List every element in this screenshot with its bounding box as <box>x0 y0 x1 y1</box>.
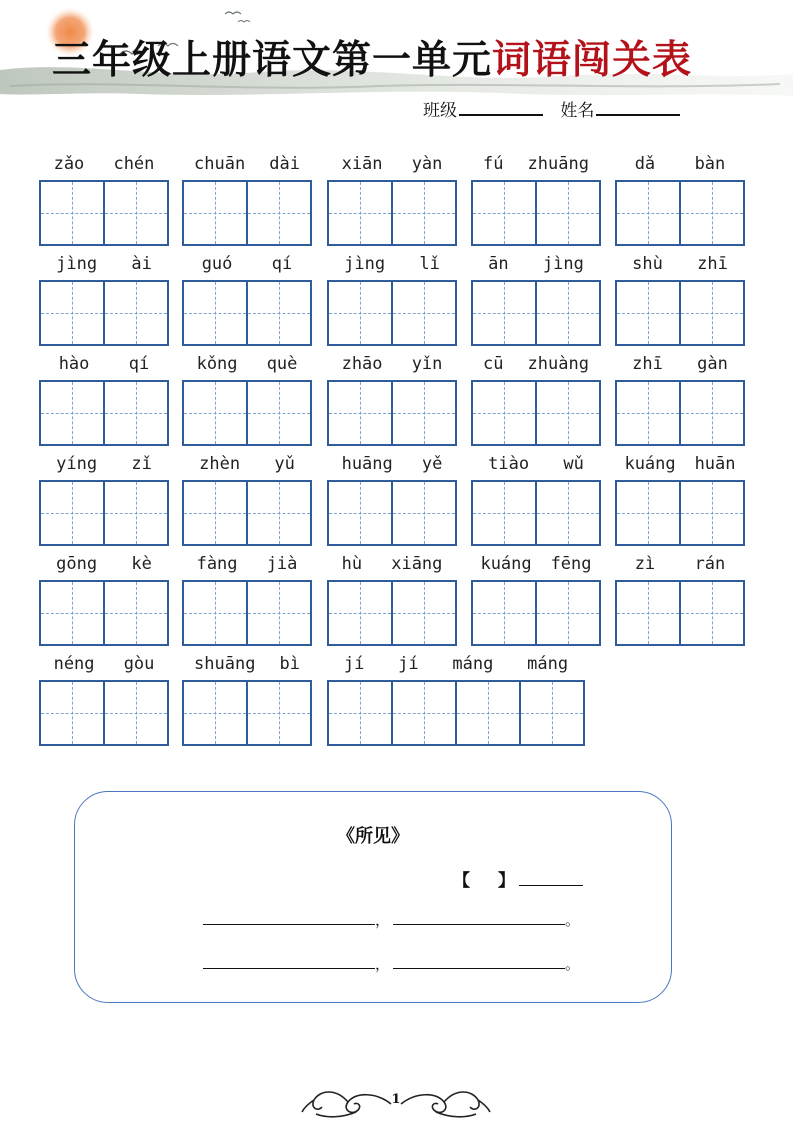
tianzige-boxes <box>615 280 745 346</box>
title-main: 三年级上册语文第一单元 <box>52 38 493 83</box>
writing-cell[interactable] <box>393 580 457 646</box>
pinyin-label <box>182 354 312 376</box>
poem-line-2 <box>203 952 580 974</box>
pinyin-label <box>39 654 169 676</box>
pinyin-syllable: fú <box>483 154 504 174</box>
writing-cell[interactable] <box>248 580 312 646</box>
tianzige-boxes <box>327 480 457 546</box>
tianzige-boxes <box>39 280 169 346</box>
writing-cell[interactable] <box>681 480 745 546</box>
word-entry <box>182 254 312 346</box>
writing-cell[interactable] <box>393 280 457 346</box>
bracket-close: 】 <box>498 871 515 891</box>
pinyin-syllable: shuāng <box>194 654 256 674</box>
tianzige-boxes <box>39 480 169 546</box>
writing-cell[interactable] <box>105 480 169 546</box>
tianzige-boxes <box>327 380 457 446</box>
pinyin-syllable: gàn <box>697 354 728 374</box>
pinyin-label <box>327 254 457 276</box>
pinyin-syllable: gōng <box>56 554 98 574</box>
tianzige-boxes <box>471 480 601 546</box>
tianzige-boxes <box>182 480 312 546</box>
poem-blank[interactable] <box>393 952 565 969</box>
tianzige-boxes <box>39 380 169 446</box>
pinyin-syllable: bì <box>279 654 300 674</box>
pinyin-label <box>182 254 312 276</box>
poem-line-1 <box>203 908 580 930</box>
writing-cell[interactable] <box>248 180 312 246</box>
pinyin-label <box>39 354 169 376</box>
pinyin-syllable: máng <box>452 654 494 674</box>
pinyin-syllable: zǎo <box>53 154 85 174</box>
pinyin-syllable: shù <box>632 254 663 274</box>
pinyin-syllable: zhāo <box>341 354 383 374</box>
writing-cell[interactable] <box>681 180 745 246</box>
pinyin-syllable: jià <box>266 554 298 574</box>
pinyin-label <box>471 354 601 376</box>
pinyin-label <box>39 554 169 576</box>
writing-cell[interactable] <box>39 280 105 346</box>
tianzige-boxes <box>327 580 457 646</box>
pinyin-syllable: ān <box>488 254 509 274</box>
pinyin-label <box>615 154 745 176</box>
pinyin-syllable: wǔ <box>563 454 584 474</box>
tianzige-boxes <box>182 380 312 446</box>
tianzige-boxes <box>39 180 169 246</box>
writing-cell[interactable] <box>39 180 105 246</box>
word-entry <box>471 354 601 446</box>
word-entry <box>39 554 169 646</box>
poem-blank[interactable] <box>203 908 375 925</box>
pinyin-syllable: zhuāng <box>527 154 589 174</box>
word-entry <box>471 154 601 246</box>
pinyin-syllable: chuān <box>194 154 246 174</box>
tianzige-boxes <box>182 680 312 746</box>
word-entry <box>39 454 169 546</box>
pinyin-label <box>182 454 312 476</box>
writing-cell[interactable] <box>105 380 169 446</box>
writing-cell[interactable] <box>105 580 169 646</box>
pinyin-syllable: hù <box>341 554 363 574</box>
pinyin-label <box>327 654 585 676</box>
word-entry <box>39 254 169 346</box>
writing-cell[interactable] <box>471 580 537 646</box>
writing-cell[interactable] <box>471 380 537 446</box>
writing-cell[interactable] <box>471 280 537 346</box>
pinyin-syllable: zhèn <box>199 454 241 474</box>
tianzige-boxes <box>471 580 601 646</box>
writing-cell[interactable] <box>39 680 105 746</box>
writing-cell[interactable] <box>105 180 169 246</box>
pinyin-syllable: yǐn <box>411 354 443 374</box>
pinyin-syllable: zhuàng <box>527 354 589 374</box>
pinyin-syllable: jìng <box>56 254 98 274</box>
pinyin-syllable: gòu <box>123 654 155 674</box>
pinyin-syllable: qí <box>271 254 293 274</box>
writing-cell[interactable] <box>182 580 248 646</box>
word-entry <box>615 554 745 646</box>
word-entry <box>327 454 457 546</box>
period: 。 <box>565 911 581 929</box>
writing-cell[interactable] <box>39 380 105 446</box>
author-field[interactable] <box>519 871 583 886</box>
poem-blank[interactable] <box>393 908 565 925</box>
writing-cell[interactable] <box>457 680 521 746</box>
pinyin-syllable: jìng <box>344 254 386 274</box>
writing-cell[interactable] <box>248 680 312 746</box>
pinyin-syllable: cū <box>483 354 504 374</box>
pinyin-syllable: zǐ <box>131 454 152 474</box>
tianzige-boxes <box>615 480 745 546</box>
pinyin-syllable: kuáng <box>624 454 676 474</box>
writing-cell[interactable] <box>537 280 601 346</box>
pinyin-syllable: ài <box>131 254 152 274</box>
writing-cell[interactable] <box>393 380 457 446</box>
writing-cell[interactable] <box>681 580 745 646</box>
pinyin-syllable: fàng <box>196 554 238 574</box>
pinyin-syllable: kè <box>131 554 152 574</box>
pinyin-syllable: néng <box>53 654 95 674</box>
tianzige-boxes <box>182 180 312 246</box>
page-number: 1 <box>391 1092 401 1107</box>
title-highlight: 词语闯关表 <box>492 38 693 83</box>
tianzige-boxes <box>615 380 745 446</box>
pinyin-syllable: xiāng <box>391 554 443 574</box>
writing-cell[interactable] <box>327 280 393 346</box>
pinyin-syllable: xiān <box>341 154 383 174</box>
tianzige-boxes <box>471 380 601 446</box>
writing-cell[interactable] <box>327 480 393 546</box>
pinyin-syllable: jí <box>343 654 365 674</box>
writing-cell[interactable] <box>327 680 393 746</box>
writing-cell[interactable] <box>393 480 457 546</box>
word-entry <box>182 354 312 446</box>
pinyin-syllable: dài <box>269 154 300 174</box>
pinyin-label <box>182 654 312 676</box>
tianzige-boxes <box>471 180 601 246</box>
pinyin-label <box>327 554 457 576</box>
word-entry <box>471 454 601 546</box>
word-entry <box>327 354 457 446</box>
pinyin-syllable: tiào <box>488 454 530 474</box>
tianzige-boxes <box>182 280 312 346</box>
pinyin-syllable: què <box>266 354 298 374</box>
pinyin-label <box>471 554 601 576</box>
writing-cell[interactable] <box>182 680 248 746</box>
tianzige-boxes <box>182 580 312 646</box>
pinyin-syllable: yǔ <box>274 454 295 474</box>
poem-author-line <box>453 866 583 891</box>
pinyin-label <box>39 154 169 176</box>
writing-cell[interactable] <box>681 280 745 346</box>
writing-cell[interactable] <box>248 480 312 546</box>
writing-cell[interactable] <box>105 280 169 346</box>
tianzige-boxes <box>39 680 169 746</box>
poem-title: 《所见》 <box>337 826 409 847</box>
pinyin-syllable: rán <box>694 554 726 574</box>
pinyin-syllable: máng <box>527 654 569 674</box>
pinyin-syllable: fēng <box>550 554 592 574</box>
tianzige-boxes <box>471 280 601 346</box>
pinyin-syllable: lǐ <box>419 254 440 274</box>
pinyin-label <box>615 254 745 276</box>
pinyin-label <box>327 354 457 376</box>
pinyin-syllable: jí <box>398 654 419 674</box>
pinyin-syllable: huāng <box>341 454 393 474</box>
word-entry <box>615 354 745 446</box>
poem-blank[interactable] <box>203 952 375 969</box>
writing-cell[interactable] <box>615 180 681 246</box>
pinyin-syllable: yě <box>421 454 443 474</box>
word-entry <box>182 654 312 746</box>
pinyin-label <box>182 154 312 176</box>
tianzige-boxes <box>327 280 457 346</box>
writing-cell[interactable] <box>182 180 248 246</box>
writing-cell[interactable] <box>615 280 681 346</box>
writing-cell[interactable] <box>471 180 537 246</box>
tianzige-boxes <box>327 180 457 246</box>
writing-cell[interactable] <box>521 680 585 746</box>
writing-cell[interactable] <box>248 380 312 446</box>
writing-cell[interactable] <box>681 380 745 446</box>
name-label: 姓名 <box>560 101 595 121</box>
poem-box <box>74 791 672 1003</box>
pinyin-label <box>327 154 457 176</box>
writing-cell[interactable] <box>327 380 393 446</box>
period: 。 <box>565 955 581 973</box>
writing-cell[interactable] <box>615 480 681 546</box>
writing-cell[interactable] <box>537 180 601 246</box>
writing-cell[interactable] <box>248 280 312 346</box>
word-entry <box>471 254 601 346</box>
pinyin-syllable: guó <box>201 254 233 274</box>
writing-cell[interactable] <box>615 380 681 446</box>
pinyin-syllable: zhī <box>697 254 728 274</box>
word-entry <box>39 354 169 446</box>
pinyin-label <box>471 454 601 476</box>
writing-cell[interactable] <box>327 180 393 246</box>
writing-cell[interactable] <box>105 680 169 746</box>
comma: ， <box>375 911 391 929</box>
pinyin-syllable: zì <box>634 554 656 574</box>
pinyin-syllable: hào <box>58 354 90 374</box>
pinyin-syllable: yíng <box>56 454 98 474</box>
pinyin-label <box>615 454 745 476</box>
writing-cell[interactable] <box>393 680 457 746</box>
writing-cell[interactable] <box>182 280 248 346</box>
pinyin-syllable: bàn <box>694 154 726 174</box>
pinyin-syllable: huān <box>694 454 736 474</box>
pinyin-label <box>327 454 457 476</box>
pinyin-syllable: chén <box>113 154 155 174</box>
tianzige-boxes <box>327 680 585 746</box>
tianzige-boxes <box>39 580 169 646</box>
word-entry <box>182 454 312 546</box>
tianzige-boxes <box>615 180 745 246</box>
writing-cell[interactable] <box>39 580 105 646</box>
pinyin-syllable: zhī <box>632 354 663 374</box>
pinyin-label <box>471 254 601 276</box>
writing-cell[interactable] <box>182 480 248 546</box>
pinyin-syllable: kuáng <box>480 554 532 574</box>
pinyin-label <box>182 554 312 576</box>
word-entry <box>327 654 585 746</box>
word-entry <box>327 554 457 646</box>
pinyin-syllable: dǎ <box>634 154 656 174</box>
word-entry <box>615 454 745 546</box>
word-entry <box>39 654 169 746</box>
writing-cell[interactable] <box>182 380 248 446</box>
writing-cell[interactable] <box>393 180 457 246</box>
pinyin-syllable: jìng <box>542 254 584 274</box>
writing-cell[interactable] <box>39 480 105 546</box>
pinyin-label <box>471 154 601 176</box>
pinyin-syllable: yàn <box>411 154 443 174</box>
bracket-open: 【 <box>453 871 470 891</box>
writing-cell[interactable] <box>537 380 601 446</box>
word-entry <box>615 254 745 346</box>
page-footer <box>296 1074 496 1122</box>
word-entry <box>182 554 312 646</box>
writing-cell[interactable] <box>537 580 601 646</box>
pinyin-label <box>615 354 745 376</box>
word-entry <box>327 154 457 246</box>
pinyin-label <box>615 554 745 576</box>
word-entry <box>471 554 601 646</box>
writing-cell[interactable] <box>537 480 601 546</box>
pinyin-label <box>39 454 169 476</box>
tianzige-boxes <box>615 580 745 646</box>
word-entry <box>182 154 312 246</box>
writing-cell[interactable] <box>471 480 537 546</box>
comma: ， <box>375 955 391 973</box>
pinyin-syllable: kǒng <box>196 354 238 374</box>
word-entry <box>327 254 457 346</box>
class-label: 班级 <box>423 101 457 121</box>
pinyin-syllable: qí <box>128 354 150 374</box>
writing-cell[interactable] <box>615 580 681 646</box>
word-entry <box>39 154 169 246</box>
pinyin-label <box>39 254 169 276</box>
writing-cell[interactable] <box>327 580 393 646</box>
word-entry <box>615 154 745 246</box>
